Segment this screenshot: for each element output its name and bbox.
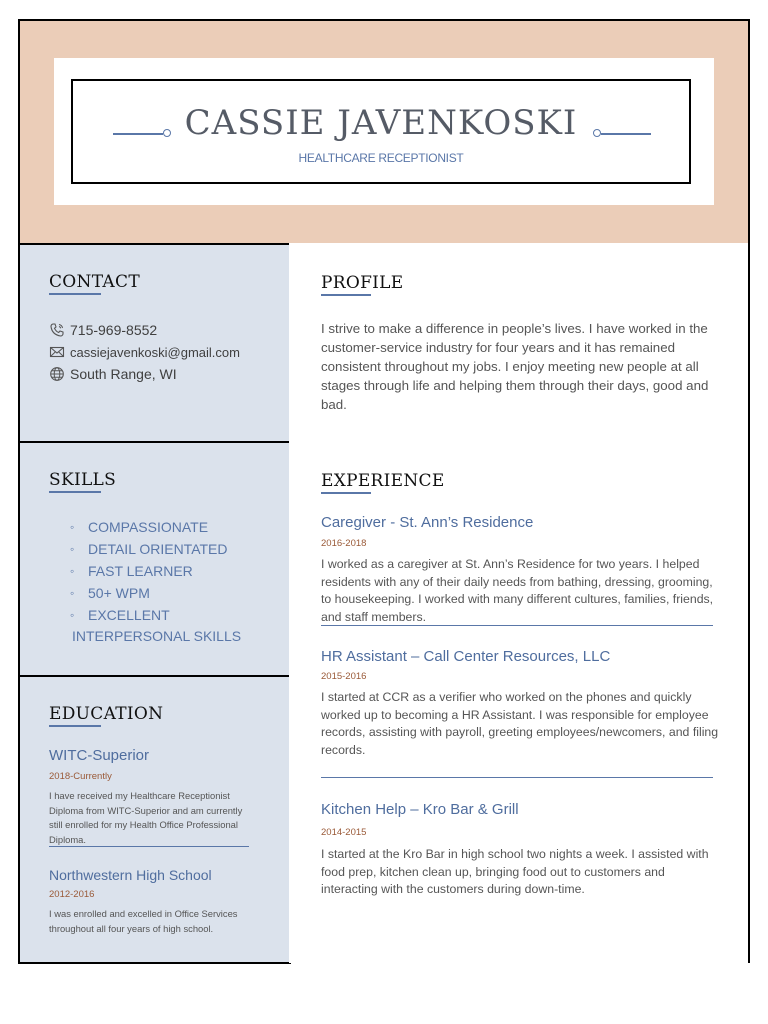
job-title: HR Assistant – Call Center Resources, LLC bbox=[321, 648, 611, 665]
location: South Range, WI bbox=[70, 366, 177, 382]
skill-item: ◦ DETAIL ORIENTATED bbox=[70, 541, 228, 557]
mail-icon bbox=[49, 344, 65, 360]
profile-underline bbox=[321, 294, 371, 296]
school-name: Northwestern High School bbox=[49, 867, 212, 883]
job-title: Kitchen Help – Kro Bar & Grill bbox=[321, 801, 519, 818]
experience-divider bbox=[321, 625, 713, 626]
contact-email bbox=[49, 344, 240, 360]
skill-item: ◦ COMPASSIONATE bbox=[70, 519, 209, 535]
job-title-subtitle: HEALTHCARE RECEPTIONIST bbox=[298, 151, 464, 165]
job-dates: 2014-2015 bbox=[321, 827, 367, 838]
phone-number: 715-969-8552 bbox=[70, 322, 158, 338]
contact-heading: CONTACT bbox=[49, 272, 140, 292]
job-description: I started at CCR as a verifier who worked on the phones and quickly worked up to becoming a HR Assistant. I was responsible for employee records, assisting with payroll, greeting employees/newcomers, and filing records. bbox=[321, 690, 719, 757]
profile-heading: PROFILE bbox=[321, 273, 404, 293]
school-name: WITC-Superior bbox=[49, 747, 150, 764]
job-title: Caregiver - St. Ann’s Residence bbox=[321, 514, 534, 531]
education-divider bbox=[49, 846, 249, 847]
job-description: I worked as a caregiver at St. Ann’s Residence for two years. I helped residents with any of their daily needs from bathing, dressing, grooming, to housekeeping. I worked with many different cultures, families, friends, and staff members. bbox=[321, 557, 714, 624]
skill-item: INTERPERSONAL SKILLS bbox=[72, 628, 242, 644]
school-description: I was enrolled and excelled in Office Services throughout all four years of high school. bbox=[49, 908, 238, 934]
skill-item: ◦ FAST LEARNER bbox=[70, 563, 193, 579]
contact-location bbox=[49, 366, 177, 382]
school-description: I have received my Healthcare Receptionist Diploma from WITC-Superior and am currently still enrolled for my Health Office Professional Diploma. bbox=[49, 790, 243, 845]
education-heading: EDUCATION bbox=[49, 704, 164, 724]
header-panel bbox=[54, 58, 714, 205]
candidate-name: CASSIE JAVENKOSKI bbox=[184, 103, 578, 143]
school-dates: 2012-2016 bbox=[49, 889, 95, 900]
header-band bbox=[18, 19, 750, 245]
experience-heading: EXPERIENCE bbox=[321, 471, 445, 491]
contact-underline bbox=[49, 293, 101, 295]
skills-list bbox=[48, 516, 278, 646]
job-dates: 2015-2016 bbox=[321, 671, 367, 682]
phone-icon bbox=[49, 322, 65, 338]
skill-item: ◦ EXCELLENT bbox=[70, 607, 170, 623]
skills-underline bbox=[49, 491, 101, 493]
job-description: I started at the Kro Bar in high school two nights a week. I assisted with food prep, kitchen clean up, bringing food out to customers and interacting with the customers during down-time. bbox=[321, 847, 709, 896]
contact-phone bbox=[49, 322, 157, 338]
profile-text: I strive to make a difference in people’s lives. I have worked in the customer-service industry for four years and it has remained consistent throughout my jobs. I enjoy meeting new people at all stages through life and helping them through their days, good and bad. bbox=[321, 321, 709, 412]
email-address: cassiejavenkoski@gmail.com bbox=[70, 344, 240, 360]
experience-divider bbox=[321, 777, 713, 778]
job-dates: 2016-2018 bbox=[321, 538, 367, 549]
skill-item: ◦ 50+ WPM bbox=[70, 585, 150, 601]
skills-heading: SKILLS bbox=[49, 470, 117, 490]
experience-underline bbox=[321, 492, 371, 494]
globe-icon bbox=[49, 366, 65, 382]
school-dates: 2018-Currently bbox=[49, 771, 112, 782]
education-underline bbox=[49, 725, 101, 727]
name-box bbox=[71, 79, 691, 184]
